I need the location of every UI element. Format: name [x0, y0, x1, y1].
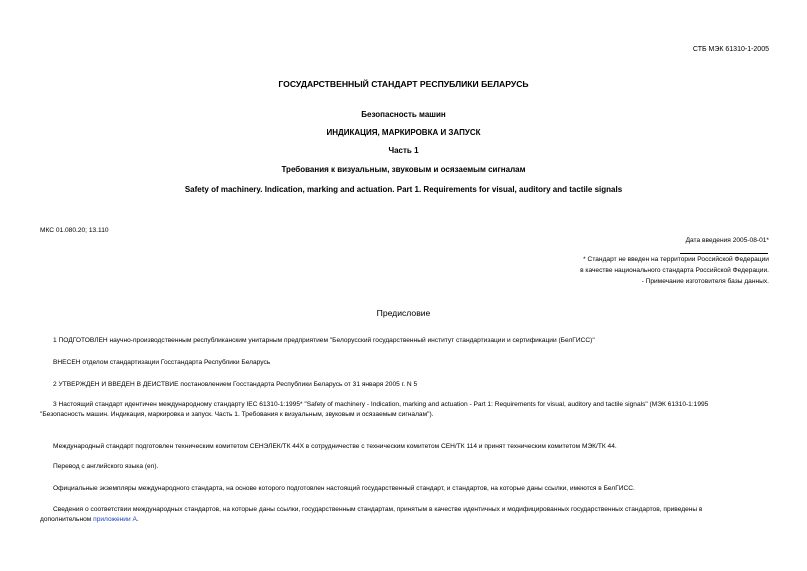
appendix-a-link[interactable]: приложении А — [93, 516, 137, 523]
foreword-paragraph-2: ВНЕСЕН отделом стандартизации Госстандарта Республики Беларусь — [53, 359, 271, 366]
subtitle-russian: Требования к визуальным, звуковым и осязаемым сигналам — [281, 165, 526, 174]
foreword-heading: Предисловие — [376, 308, 431, 318]
state-standard-heading: ГОСУДАРСТВЕННЫЙ СТАНДАРТ РЕСПУБЛИКИ БЕЛАРУСЬ — [278, 79, 529, 89]
foreword-paragraph-3: 2 УТВЕРЖДЕН И ВВЕДЕН В ДЕЙСТВИЕ постановлением Госстандарта Республики Беларусь от 31 января 2005 г. N 5 — [53, 381, 418, 388]
mks-classification: МКС 01.080.20; 13.110 — [40, 227, 109, 234]
part-heading: Часть 1 — [388, 146, 419, 155]
effective-date: Дата введения 2005-08-01* — [685, 237, 769, 244]
foreword-paragraph-7: Официальные экземпляры международного стандарта, на основе которого подготовлен настоящий государственный стандарт, и стандартов, на которые даны ссылки, имеются в БелГИСС. — [53, 485, 635, 492]
footnote-divider — [680, 253, 768, 254]
foreword-paragraph-4: 3 Настоящий стандарт идентичен международному стандарту IEC 61310-1:1995* "Safety of machinery - Indication, marking and actuation - Part 1: Requirements for visual, auditory and tactile signals" (МЭК 61310-1:1995 — [53, 401, 709, 408]
foreword-paragraph-8: Сведения о соответствии международных стандартов, на которые даны ссылки, государственным стандартам, принятым в качестве идентичных и модифицированных государственных стандартов, приведены в — [53, 506, 703, 513]
foreword-paragraph-6: Перевод с английского языка (en). — [53, 463, 159, 470]
footnote-line-3: - Примечание изготовителя базы данных. — [641, 278, 769, 285]
foreword-paragraph-5: Международный стандарт подготовлен техническим комитетом СЕНЭЛЕК/ТК 44Х в сотрудничестве с техническим комитетом СЕН/ТК 114 и принят техническим комитетом МЭК/ТК 44. — [53, 443, 617, 450]
subject-heading: Безопасность машин — [361, 110, 446, 119]
appendix-reference-prefix: дополнительном — [40, 516, 94, 523]
main-title: ИНДИКАЦИЯ, МАРКИРОВКА И ЗАПУСК — [326, 128, 481, 137]
foreword-paragraph-1: 1 ПОДГОТОВЛЕН научно-производственным республиканским унитарным предприятием "Белорусский государственный институт стандартизации и сертификации (БелГИСС)" — [53, 337, 595, 344]
footnote-line-2: в качестве национального стандарта Российской Федерации. — [580, 267, 769, 274]
foreword-paragraph-8-continuation — [40, 516, 139, 523]
appendix-reference-suffix: . — [136, 516, 139, 523]
document-code: СТБ МЭК 61310-1-2005 — [692, 46, 769, 53]
footnote-line-1: * Стандарт не введен на территории Российской Федерации — [583, 256, 769, 263]
foreword-paragraph-4-continuation: "Безопасность машин. Индикация, маркировка и запуск. Часть 1. Требования к визуальным, звуковым и осязаемым сигналам"). — [40, 411, 434, 418]
subtitle-english: Safety of machinery. Indication, marking and actuation. Part 1. Requirements for visual, auditory and tactile signals — [184, 185, 623, 194]
